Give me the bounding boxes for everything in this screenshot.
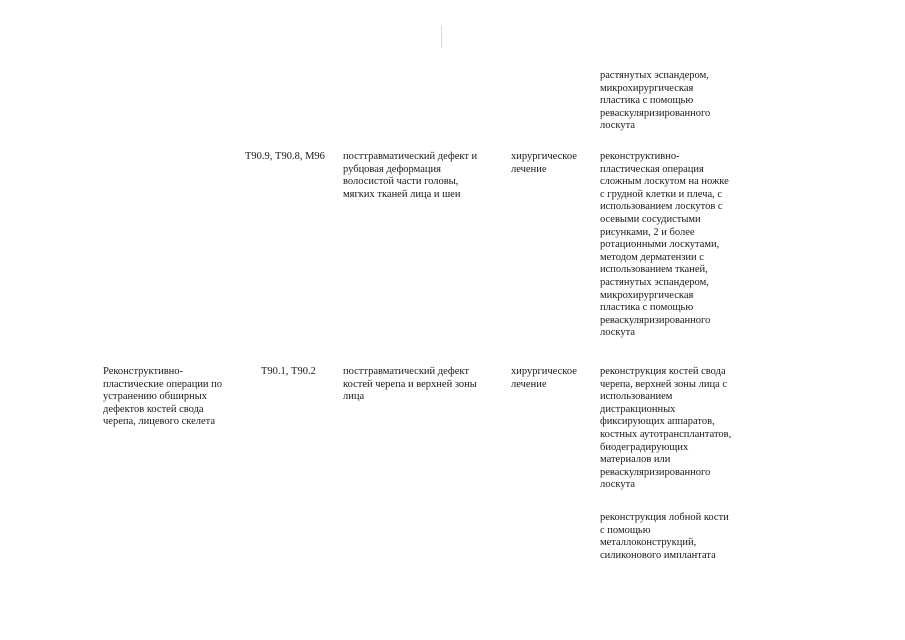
diagnosis-cell: посттравматический дефект костей черепа и верхней зоны лица — [343, 366, 477, 403]
treatment-type-cell: хирургическое лечение — [511, 151, 577, 175]
code-cell: Т90.9, Т90.8, М96 — [245, 151, 325, 162]
treatment-type-cell: хирургическое лечение — [511, 366, 577, 390]
method-cell: реконструктивно- пластическая операция сложным лоскутом на ножке с грудной клетки и плеча, с использованием лоскутов с осевыми сосудистыми рисунками, 2 и более ротационными лоскутами, методом дерматензии с использованием тканей, растянутых эспандером, микрохирургическая пластика с помощью реваскуляризированного лоскута — [600, 151, 729, 339]
method-cell: реконструкция лобной кости с помощью металлоконструкций, силиконового имплантата — [600, 512, 729, 561]
method-cell: растянутых эспандером, микрохирургическая пластика с помощью реваскуляризированного лоскута — [600, 70, 711, 132]
code-cell: Т90.1, Т90.2 — [261, 366, 316, 377]
method-cell: реконструкция костей свода черепа, верхней зоны лица с использованием дистракционных фиксирующих аппаратов, костных аутотрансплантатов, биодеградирующих материалов или реваскуляризированного лоскута — [600, 366, 732, 491]
diagnosis-cell: посттравматический дефект и рубцовая деформация волосистой части головы, мягких тканей лица и шеи — [343, 151, 478, 200]
scan-speck-top — [441, 26, 442, 48]
procedure-name-cell: Реконструктивно- пластические операции по устранению обширных дефектов костей свода черепа, лицевого скелета — [103, 366, 223, 428]
